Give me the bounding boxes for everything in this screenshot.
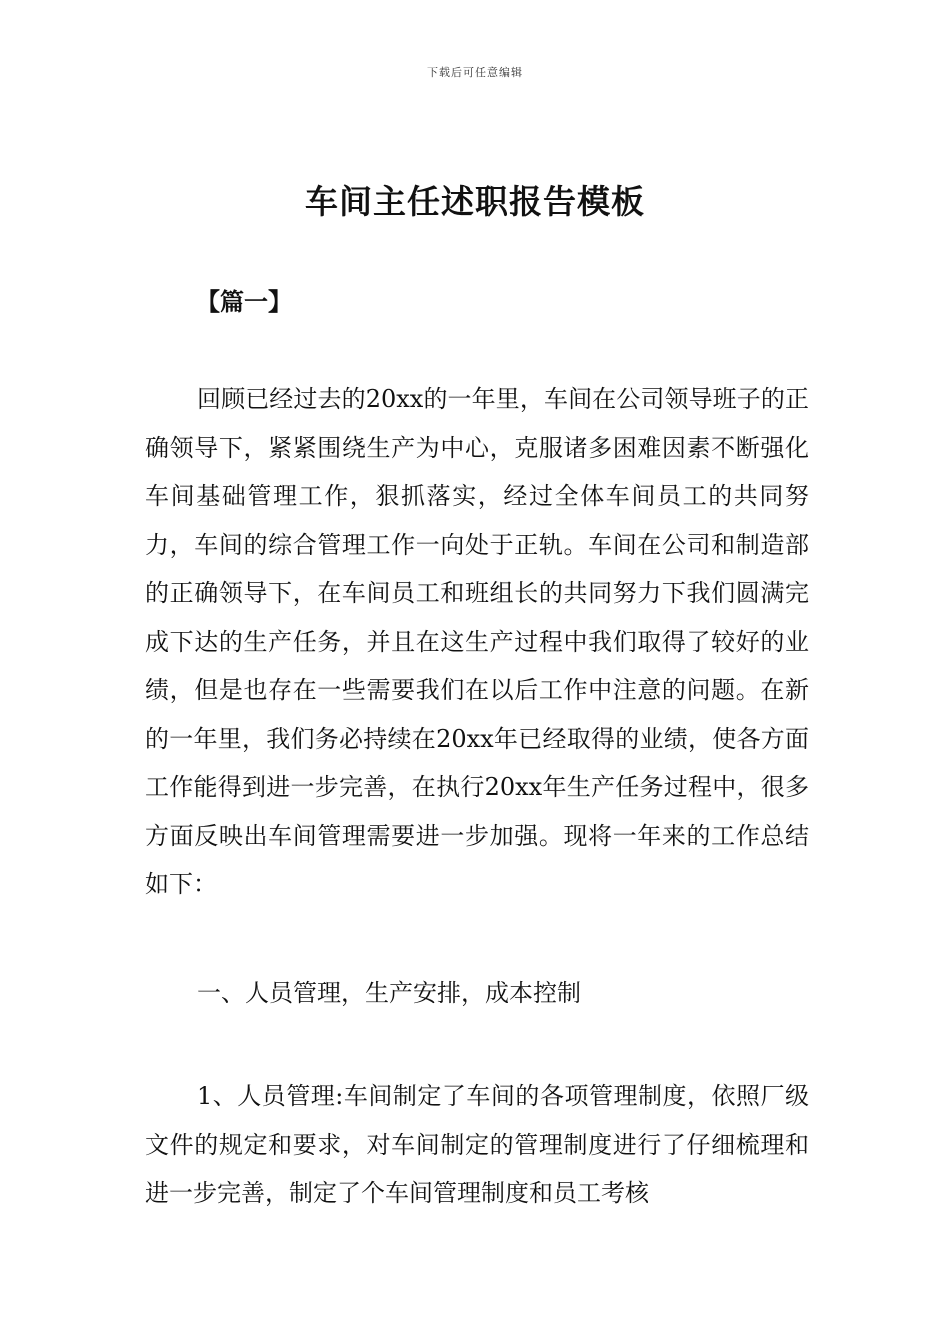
- item-paragraph: 1、人员管理:车间制定了车间的各项管理制度，依照厂级文件的规定和要求，对车间制定的管理制度进行了仔细梳理和进一步完善，制定了个车间管理制度和员工考核: [145, 1082, 809, 1207]
- header-note: 下载后可任意编辑: [427, 66, 523, 79]
- page-title: 车间主任述职报告模板: [305, 182, 645, 221]
- section-heading: 一、人员管理，生产安排，成本控制: [197, 979, 581, 1007]
- section-tag: 【篇一】: [196, 288, 292, 316]
- intro-paragraph: 回顾已经过去的20xx的一年里，车间在公司领导班子的正确领导下，紧紧围绕生产为中心，克服诸多困难因素不断强化车间基础管理工作，狠抓落实，经过全体车间员工的共同努力，车间的综合管理工作一向处于正轨。车间在公司和制造部的正确领导下，在车间员工和班组长的共同努力下我们圆满完成下达的生产任务，并且在这生产过程中我们取得了较好的业绩，但是也存在一些需要我们在以后工作中注意的问题。在新的一年里，我们务必持续在20xx年已经取得的业绩，使各方面工作能得到进一步完善，在执行20xx年生产任务过程中，很多方面反映出车间管理需要进一步加强。现将一年来的工作总结如下：: [145, 385, 809, 898]
